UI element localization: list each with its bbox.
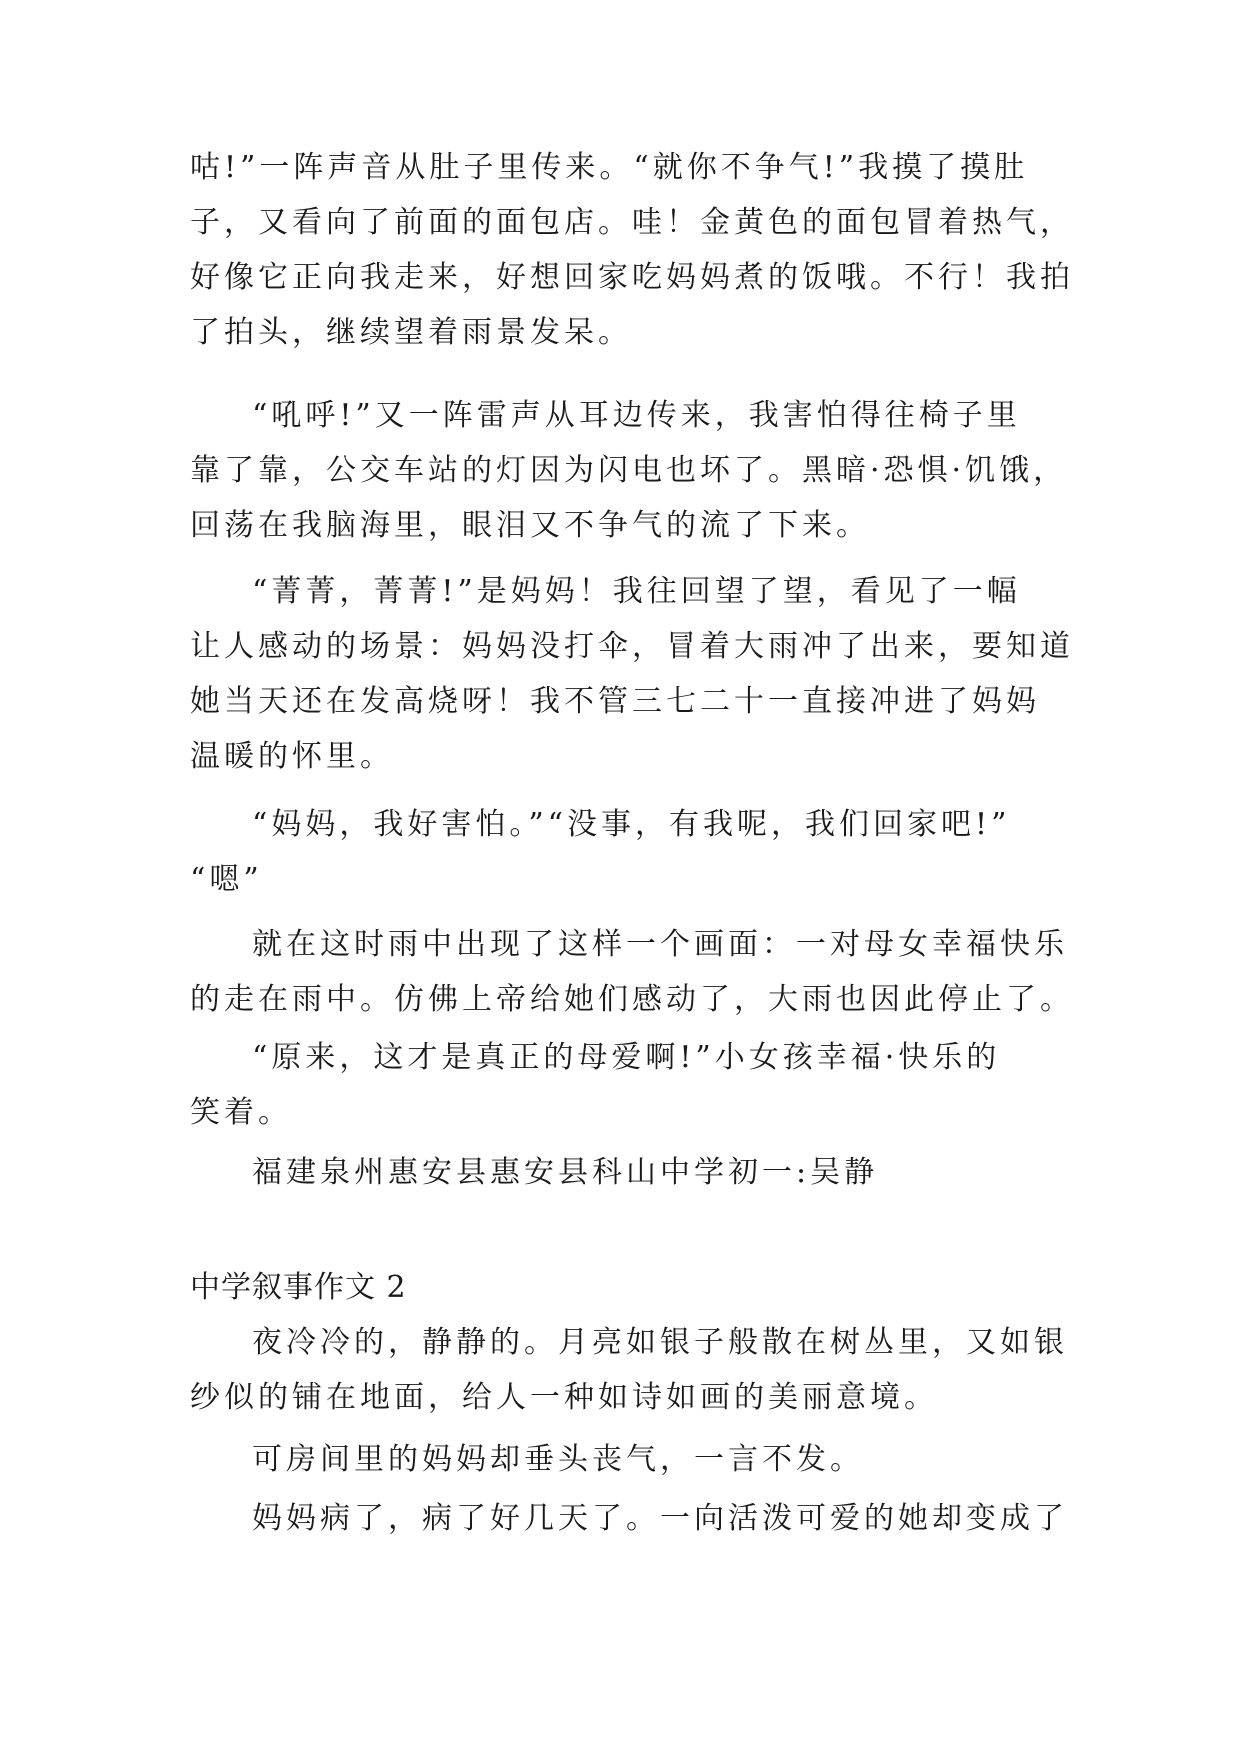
text-line: 子，又看向了前面的面包店。哇！金黄色的面包冒着热气， bbox=[190, 205, 1074, 240]
text-line: “菁菁，菁菁!”是妈妈！我往回望了望，看见了一幅 bbox=[252, 574, 1021, 609]
text-line: 她当天还在发高烧呀！我不管三七二十一直接冲进了妈妈 bbox=[190, 684, 1040, 719]
text-line: 回荡在我脑海里，眼泪又不争气的流了下来。 bbox=[190, 508, 870, 543]
author-line: 福建泉州惠安县惠安县科山中学初一:吴静 bbox=[252, 1155, 879, 1190]
text-line: 靠了靠，公交车站的灯因为闪电也坏了。黑暗·恐惧·饥饿， bbox=[190, 453, 1068, 488]
text-line: 妈妈病了，病了好几天了。一向活泼可爱的她却变成了 bbox=[252, 1501, 1068, 1536]
text-line: 了拍头，继续望着雨景发呆。 bbox=[190, 315, 632, 350]
text-line: 的走在雨中。仿佛上帝给她们感动了，大雨也因此停止了。 bbox=[190, 982, 1074, 1017]
text-line: “妈妈，我好害怕。”“没事，有我呢，我们回家吧!” bbox=[252, 807, 1011, 842]
text-line: 咕!”一阵声音从肚子里传来。“就你不争气!”我摸了摸肚 bbox=[190, 150, 1029, 185]
text-line: 让人感动的场景：妈妈没打伞，冒着大雨冲了出来，要知道 bbox=[190, 629, 1074, 664]
section-heading: 中学叙事作文 2 bbox=[190, 1270, 407, 1305]
text-line: 夜冷冷的，静静的。月亮如银子般散在树丛里，又如银 bbox=[252, 1325, 1068, 1360]
text-line: 纱似的铺在地面，给人一种如诗如画的美丽意境。 bbox=[190, 1380, 938, 1415]
text-line: “原来，这才是真正的母爱啊!”小女孩幸福·快乐的 bbox=[252, 1040, 1001, 1075]
text-line: “吼呼!”又一阵雷声从耳边传来，我害怕得往椅子里 bbox=[252, 398, 1021, 433]
text-line: 可房间里的妈妈却垂头丧气，一言不发。 bbox=[252, 1442, 864, 1477]
text-line: 温暖的怀里。 bbox=[190, 739, 394, 774]
text-line: 好像它正向我走来，好想回家吃妈妈煮的饭哦。不行！我拍 bbox=[190, 260, 1074, 295]
text-line: “嗯” bbox=[190, 862, 263, 897]
text-line: 笑着。 bbox=[190, 1095, 292, 1130]
text-line: 就在这时雨中出现了这样一个画面：一对母女幸福快乐 bbox=[252, 927, 1068, 962]
